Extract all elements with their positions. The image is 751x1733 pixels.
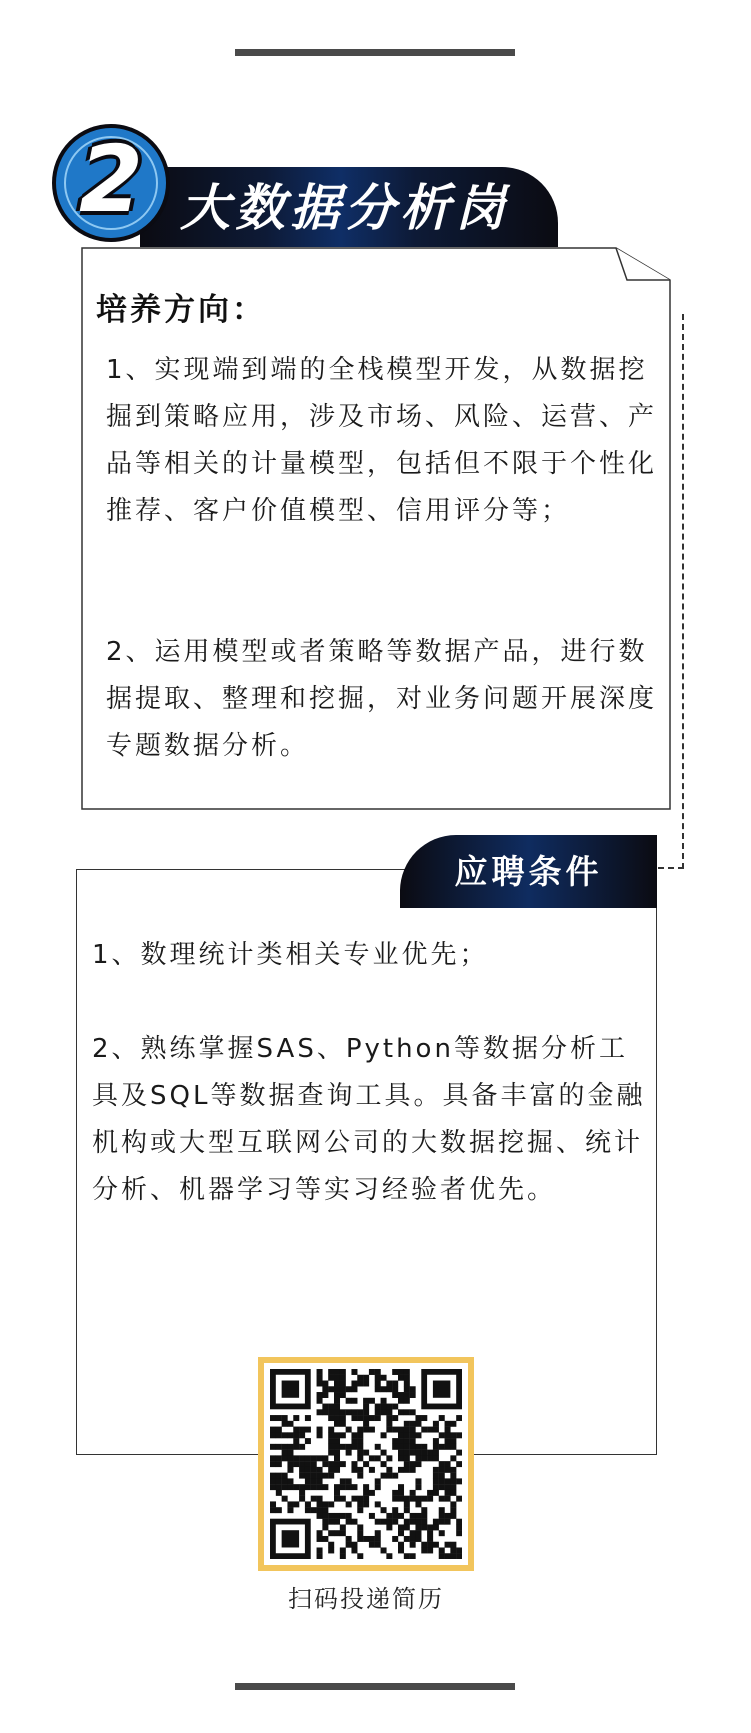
- dashed-connector-vertical: [682, 314, 684, 869]
- requirements-paragraph-1: 1、数理统计类相关专业优先；: [92, 940, 489, 970]
- training-paragraph-2: 2、运用模型或者策略等数据产品，进行数据提取、整理和挖掘，对业务问题开展深度专题数据分析。: [106, 637, 658, 761]
- training-paragraph-1: 1、实现端到端的全栈模型开发，从数据挖掘到策略应用，涉及市场、风险、运营、产品等相关的计量模型，包括但不限于个性化推荐、客户价值模型、信用评分等；: [106, 355, 658, 526]
- section-title: 大数据分析岗: [180, 179, 510, 237]
- number-badge: [52, 124, 170, 242]
- dashed-connector-horizontal: [658, 867, 684, 869]
- badge-number: 2: [78, 126, 143, 233]
- qr-caption: 扫码投递简历: [288, 1585, 444, 1613]
- top-divider: [235, 49, 515, 56]
- training-heading: 培养方向：: [96, 292, 266, 328]
- requirements-heading: 应聘条件: [454, 852, 603, 891]
- qr-code-icon[interactable]: [270, 1369, 462, 1559]
- bottom-divider: [235, 1683, 515, 1690]
- requirements-paragraph-2: 2、熟练掌握SAS、Python等数据分析工具及SQL等数据查询工具。具备丰富的金融机构或大型互联网公司的大数据挖掘、统计分析、机器学习等实习经验者优先。: [92, 1034, 646, 1205]
